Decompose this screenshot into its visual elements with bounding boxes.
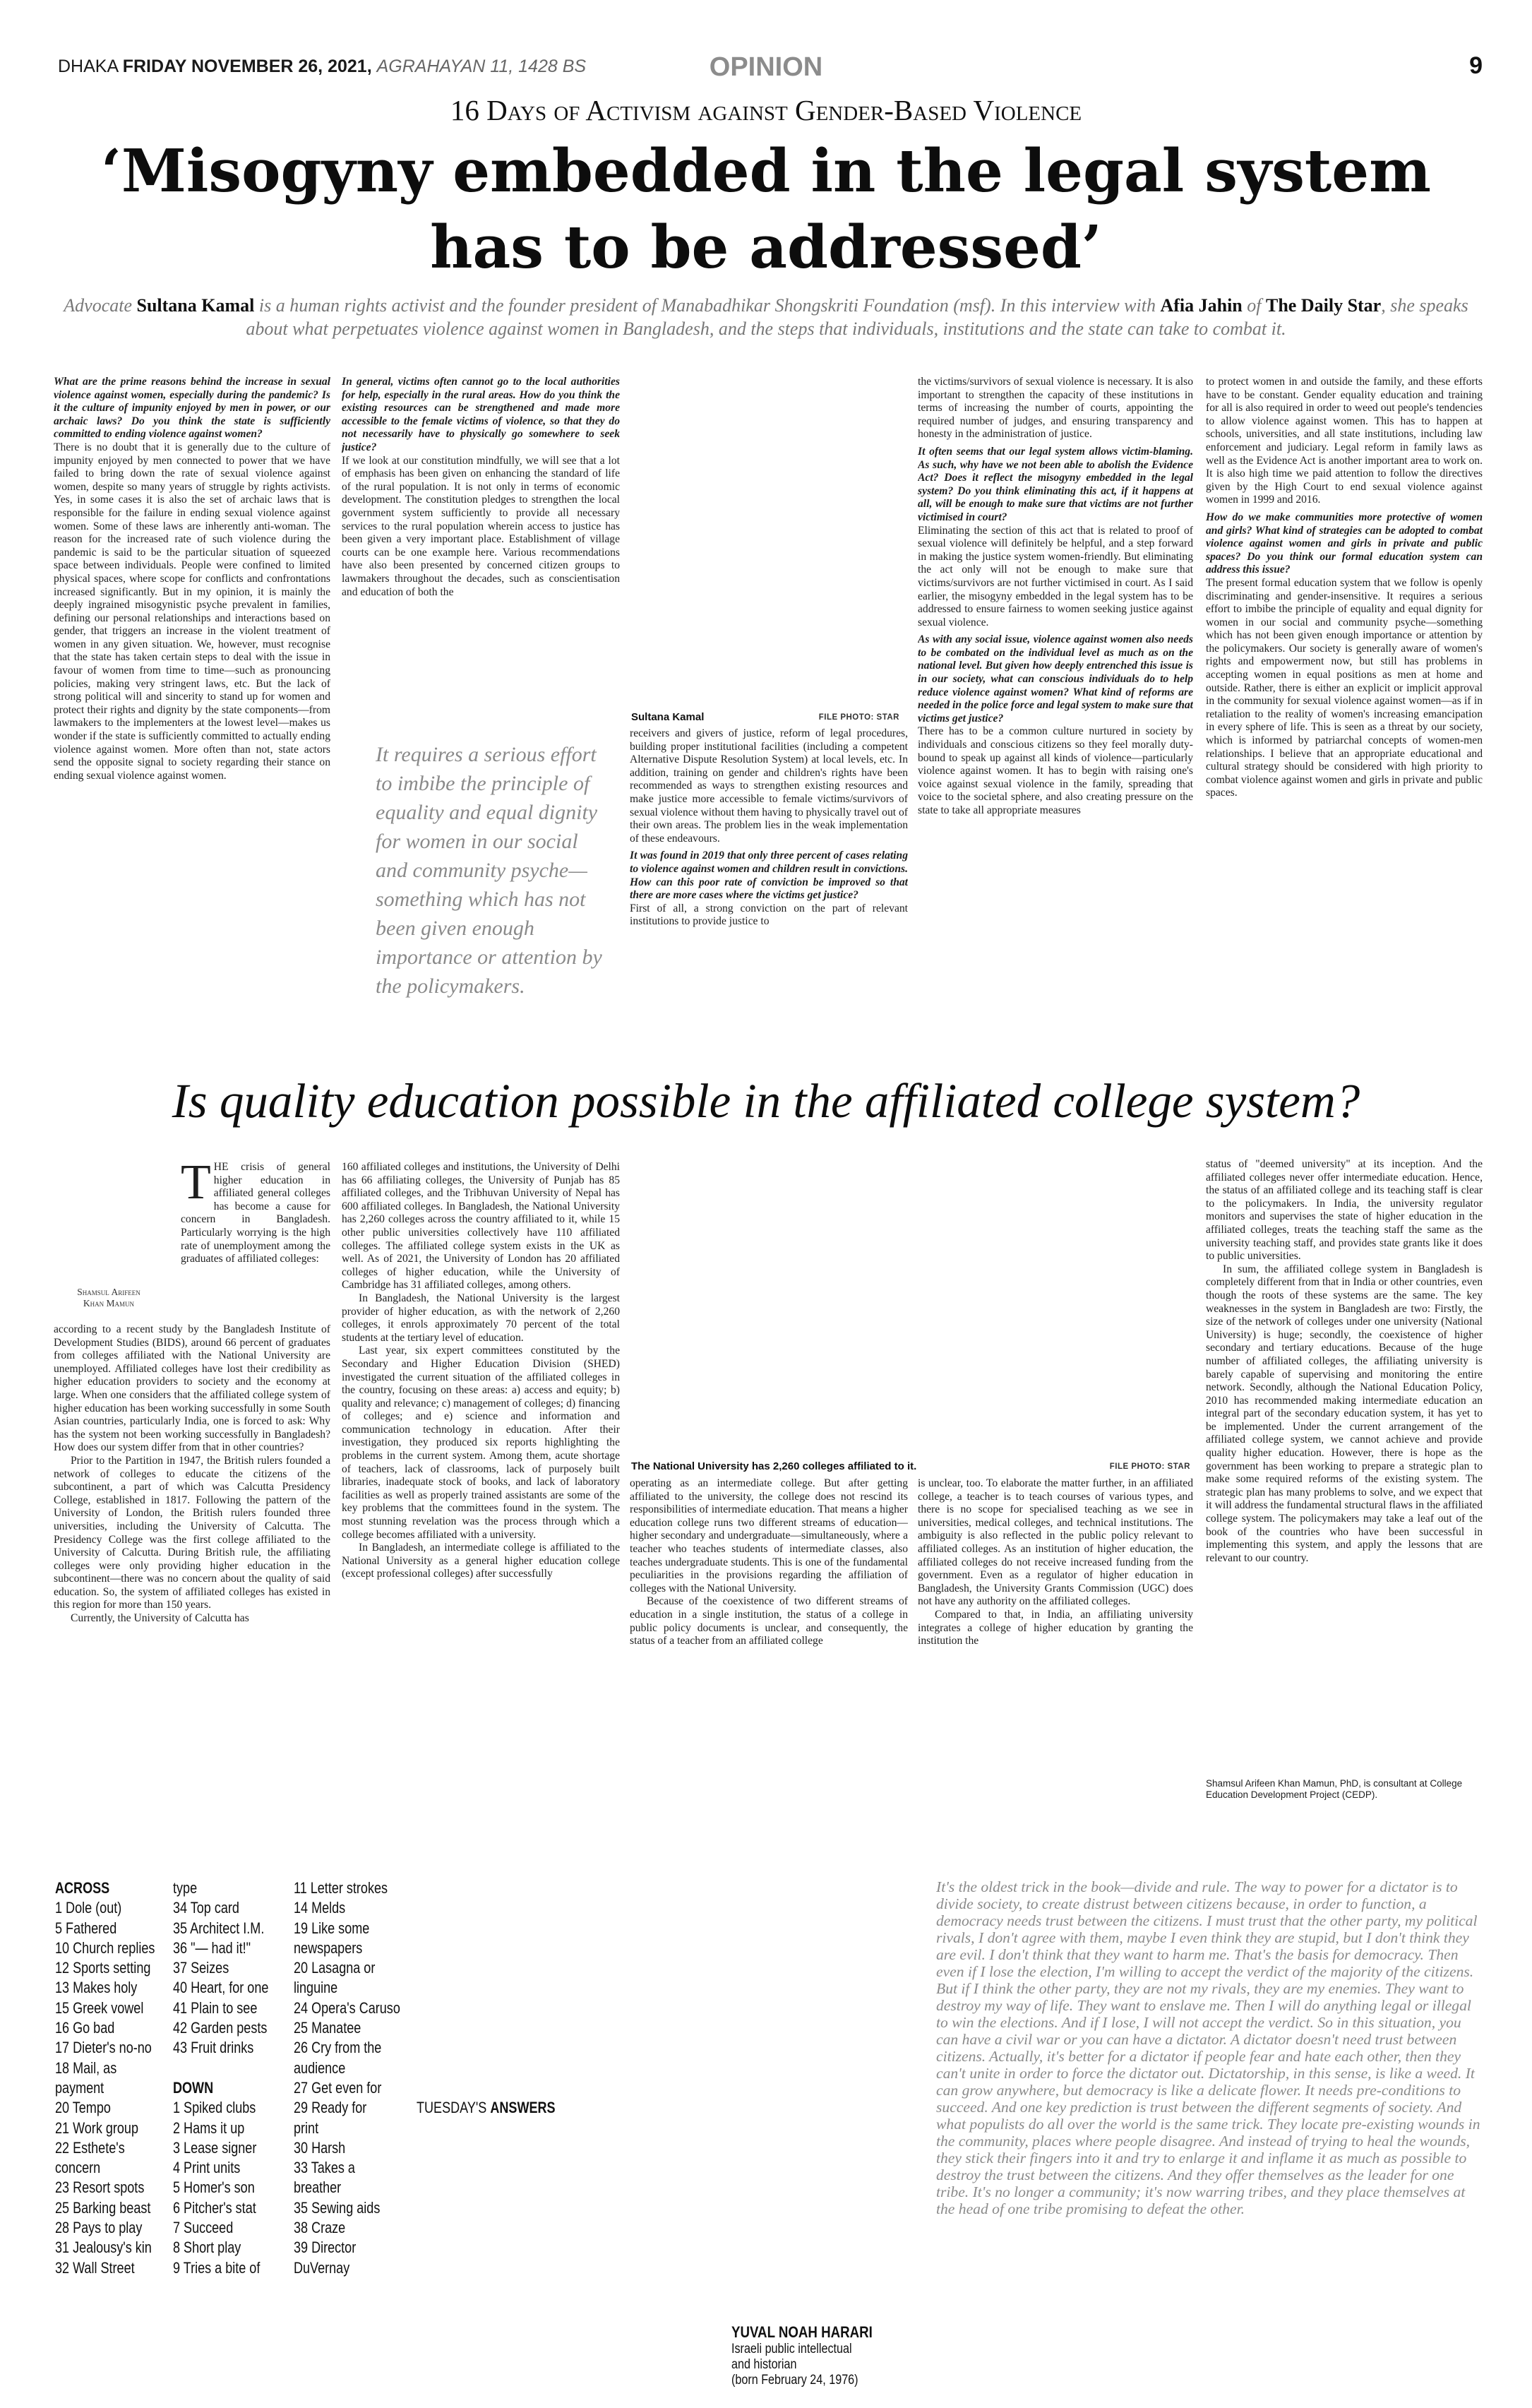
interview-question: What are the prime reasons behind the increase in sexual violence against women, especially during the pandemic? Is it the culture of impunity enjoyed by men in power, or our archaic laws? Do you think the state is sufficiently committed to ending violence against women? [54,376,330,441]
photo-credit: FILE PHOTO: STAR [818,713,899,722]
dateline-bangla: AGRAHAYAN 11, 1428 BS [376,56,587,76]
clue: 35 Sewing aids [294,2198,381,2217]
interview-answer: receivers and givers of justice, reform of legal procedures, building proper institutional facilities (including a competent Alternative Dispute Resolution System) at local levels, etc. In addition, training on gender and children's rights have been recommended as ways to strengthen existing resources and make justice more accessible to female victims/survivors of sexual violence without them having to physically travel out of their own areas. The problem lies in the weak implementation of these endeavours. [630,727,908,845]
clue: 38 Craze [294,2219,346,2237]
clue: 34 Top card [173,1899,239,1917]
clue: 17 Dieter's no-no [55,2039,152,2057]
clue: 24 Opera's Caruso [294,1998,400,2017]
clue: 23 Resort spots [55,2178,145,2197]
clue: DuVernay [294,2258,350,2277]
clue: 19 Like some [294,1919,370,1937]
clue: audience [294,2058,346,2077]
interview-question: It was found in 2019 that only three percent of cases relating to violence against women and children result in convictions. How can this poor rate of conviction be improved so that there are more cases where the victims get justice? [630,850,908,902]
quote-author-desc: Israeli public intellectual [731,2342,852,2356]
clue: type [173,1879,198,1897]
clue: 15 Greek vowel [55,1998,144,2017]
dateline [58,56,586,77]
clue: 2 Hams it up [173,2118,245,2137]
crossword-clues-col-1 [55,1878,155,2278]
clue: 5 Homer's son [173,2178,255,2197]
interview-answer: If we look at our constitution mindfully, we will see that a lot of emphasis has been given on enhancing the standard of life of the rural population. It is not only in terms of economic development. The constitution pledges to strengthen the local government system sufficiently to provide all necessary services to the rural population wherein access to justice has been given a very important place. Establishment of village courts can be one example here. Various recommendations have also been presented by concerned citizen groups to lawmakers throughout the decades, such as conscientisation and education of both the [342,454,620,598]
quote-author-name: YUVAL NOAH HARARI [731,2323,873,2341]
intro-name-afia: Afia Jahin [1160,295,1243,316]
interview-answer: to protect women in and outside the family, and these efforts have to be constant. Gender equality education and training for all is also required in order to weed out people's tendencies to allow violence against women. This has to happen at schools, universities, and all state institutions, including law enforcement and judiciary. Legal reform in family laws as well as the Evidence Act is another important area to work on. It is also high time we paid attention to follow the directives given by the High Court to end sexual violence against women in 1999 and 2016. [1206,376,1483,506]
interview-question: How do we make communities more protective of women and girls? What kind of strategies can be adopted to combat violence against women and girls in private and public spaces? Do you think our formal education system can address this issue? [1206,511,1483,576]
quote-attribution [731,2323,897,2388]
clue: 22 Esthete's [55,2138,125,2157]
article1-intro: Advocate Sultana Kamal is a human rights activist and the founder president of Manabadhikar Shongskriti Foundation (msf). In this interview with Afia Jahin of The Daily Star, she speaks about what perpetuates violence against women in Bangladesh, and the steps that individuals, institutions and the state can take to combat it. [64,295,1468,339]
article1-kicker: 16 Days of Activism against Gender-Based Violence [450,94,1082,126]
intro-name-daily-star: The Daily Star [1266,295,1382,316]
page-header [0,49,1532,81]
article1-column-2 [342,376,620,715]
clue: 13 Makes holy [55,1979,138,1997]
clue: 11 Letter strokes [294,1879,388,1897]
clue: 31 Jealousy's kin [55,2239,152,2257]
photo-caption: The National University has 2,260 colleges affiliated to it. [631,1460,917,1472]
clue: 14 Melds [294,1899,346,1917]
dateline-city: DHAKA [58,56,118,76]
article-paragraph: Last year, six expert committees constituted by the Secondary and Higher Education Division (SHED) investigated the current situation of the affiliated colleges in the country, focusing on these areas: a) access and equity; b) quality and relevance; c) management of colleges; d) financing of colleges; and e) science and information and communication technology in education. After their investigation, they produced six reports highlighting the problems in the current system. Among them, acute shortage of teachers, lack of classrooms, lack of purposely built libraries, inadequate stock of books, and lack of laboratory facilities as well as properly trained assistants are some of the key problems that the committees found in the system. The most stunning revelation was the process through which a college becomes affiliated with a university. [342,1345,620,1541]
author-note: Shamsul Arifeen Khan Mamun, PhD, is consultant at College Education Development Project (CEDP). [1206,1778,1463,1800]
article-paragraph: Compared to that, in India, an affiliating university integrates a college of higher education by granting the institution the [918,1608,1193,1647]
clue: 9 Tries a bite of [173,2258,261,2277]
clue: 16 Go bad [55,2019,115,2037]
interview-answer: Eliminating the section of this act that is related to proof of sexual violence will definitely be helpful, and a step forward in making the justice system women-friendly. But eliminating the act only will not be enough to make sure that victims/survivors are not further victimised in court. As I said earlier, the misogyny embedded in the legal system has to be addressed to ensure fairness to women seeking justice against sexual violence. [918,524,1193,628]
clue: 20 Tempo [55,2099,111,2117]
article-paragraph: Because of the coexistence of two different streams of education in a single institution, the status of a college in public policy documents is unclear, and consequently, the status of a teacher from an affiliated college [630,1595,908,1647]
article2-column-3 [630,1477,908,1815]
section-label: OPINION [709,52,823,82]
article2-column-2 [342,1161,620,1818]
headline-line-2: has to be addressed’ [430,213,1102,282]
clue: 18 Mail, as [55,2058,117,2077]
page-number: 9 [1469,52,1483,79]
article-paragraph: is unclear, too. To elaborate the matter further, in an affiliated college, a teacher is to teach courses of various types, and there is no scope for specialised teaching as we see in universities, medical colleges, and technical institutions. The ambiguity is also reflected in the public policy relevant to affiliated colleges. As an institution of higher education, the affiliated colleges do not receive increased funding from the government. Even as a regulator of higher education in Bangladesh, the University Grants Commission (UGC) does not have any authority on the affiliated colleges. [918,1477,1193,1608]
article2-column-5 [1206,1158,1483,1771]
article-paragraph: according to a recent study by the Bangladesh Institute of Development Studies (BIDS), around 66 percent of graduates from colleges affiliated with the National University are unemployed. Affiliated colleges have lost their credibility as higher education providers to society and the economy at large. When one considers that the affiliated college system of higher education has been working successfully in some South Asian countries, particularly India, one is forced to ask: Why has the system not been working successfully in Bangladesh? How does our system differ from that in other countries? [54,1323,330,1454]
byline: Shamsul Arifeen Khan Mamun [77,1287,140,1309]
clue: 7 Succeed [173,2219,234,2237]
clue: 6 Pitcher's stat [173,2198,256,2217]
across-heading: ACROSS [55,1879,110,1897]
article1-headline [0,133,1532,285]
dateline-date: FRIDAY NOVEMBER 26, 2021, [122,56,372,76]
clue: 39 Director [294,2239,357,2257]
interview-answer: the victims/survivors of sexual violence is necessary. It is also important to strengthen the capacity of these institutions in terms of increasing the number of courts, appointing the required number of judges, and ensuring transparency and honesty in the administration of justice. [918,376,1193,441]
interview-question: It often seems that our legal system allows victim-blaming. As such, why have we not been able to abolish the Evidence Act? Does it reflect the misogyny embedded in the legal system? Do you think eliminating this act, if it happens at all, will be enough to make sure that victims are not further victimised in court? [918,445,1193,523]
clue: 21 Work group [55,2118,139,2137]
down-heading: DOWN [173,2078,214,2097]
clue: 41 Plain to see [173,1998,258,2017]
clue: 10 Church replies [55,1938,155,1957]
clue: 8 Short play [173,2239,241,2257]
clue: 43 Fruit drinks [173,2039,254,2057]
crossword-grid [565,1864,861,2140]
clue: 37 Seizes [173,1959,229,1977]
drop-cap: T [181,1161,211,1210]
clue: 36 "— had it!" [173,1938,251,1957]
quote-text: It's the oldest trick in the book—divide and rule. The way to power for a dictator is to divide society, to create distrust between citizens because, in order to function, a democracy needs trust between the citizens. I must trust that the other party, my political rivals, I don't agree with them, maybe I even think they are stupid, but I don't think they are evil. I don't think that they want to harm me. That's the basis for democracy. Then even if I lose the election, I'm willing to accept the verdict of the majority of the citizens. But if I think the other party, they are not my rivals, they are my enemies. They want to destroy my way of life. They want to enslave me. Then I will do anything legal or illegal to win the elections. And if I lose, I will not accept the verdict. So in this situation, you can have a civil war or you can have a dictator. A dictator doesn't need trust between citizens. Actually, it's better for a dictator if people fear and hate each other, then they can't unite in order to force the dictator out. Dictatorship, in this sense, is like a weed. It can grow anywhere, but democracy is like a delicate flower. It needs pre-conditions to succeed. And one key prediction is trust between the different segments of society. And what populists do all over the world is the same trick. They locate pre-existing wounds in the community, places where people disagree. And instead of trying to heal the wounds, they stick their fingers into it and try to enlarge it and inflame it as much as possible to destroy the trust between the citizens. And they offer themselves as the leader for one tribe. It's no longer a community; it's now warring tribes, and they place themselves at the head of one tribe promising to defeat the other. [936,1878,1480,2217]
crossword-clues-col-2 [173,1878,268,2278]
clue: 20 Lasagna or [294,1959,376,1977]
article-paragraph: In Bangladesh, the National University is the largest provider of higher education, as with the network of 2,260 colleges, it enrols approximately 70 percent of the total students at the tertiary level of education. [342,1292,620,1344]
article-paragraph: Prior to the Partition in 1947, the British rulers founded a network of colleges to educate the citizens of the subcontinent, a part of which was Calcutta Presidency College, established in 1817. Following the pattern of the University of London, the British rulers founded three universities, including the University of Calcutta. The Presidency College was the first college affiliated to the University of Calcutta. During British rule, the affiliating colleges were only providing higher education in the subcontinent—there was no concern about the quality of said education. So, the system of affiliated colleges has existed in this region for more than 150 years. [54,1454,330,1611]
crossword-answers-label: TUESDAY'S ANSWERS [417,2099,556,2116]
clue: 1 Spiked clubs [173,2099,256,2117]
clue: 33 Takes a [294,2159,355,2177]
clue: 5 Fathered [55,1919,117,1937]
article-paragraph: operating as an intermediate college. But after getting affiliated to the university, the college does not rescind its responsibilities of intermediate education. That means a higher education college runs two different streams of education—higher secondary and undergraduate—simultaneously, where a teacher who teaches students of intermediate classes, also teaches undergraduate students. This is one of the fundamental peculiarities in the provisions regarding the affiliation of colleges with the National University. [630,1477,908,1595]
headline-line-1: ‘Misogyny embedded in the legal system [101,136,1431,205]
clue: 29 Ready for [294,2099,367,2117]
article-paragraph: status of "deemed university" at its inception. And the affiliated colleges never offer intermediate education. Hence, the status of an affiliated college and its teaching staff is clear to the policymakers. In India, the university regulator monitors and supervises the state of higher education in the affiliated colleges, treats the teaching staff the same as the university teaching staff, and provides state grants like it does to public universities. [1206,1158,1483,1263]
article2-column-1 [54,1161,330,1818]
article2-column-4 [918,1477,1193,1815]
article1-column-3 [630,727,908,1059]
quote-author-desc: (born February 24, 1976) [731,2373,858,2388]
clue: 25 Barking beast [55,2198,151,2217]
clue: linguine [294,1979,338,1997]
crossword-clues-col-3 [294,1878,400,2278]
article-paragraph: In Bangladesh, an intermediate college is affiliated to the National University as a general higher education college (except professional colleges) after successfully [342,1542,620,1580]
article-paragraph: 160 affiliated colleges and institutions, the University of Delhi has 66 affiliating colleges, the University of Punjab has 85 affiliated colleges, and the Tribhuvan University of Nepal has 600 affiliated colleges. In Bangladesh, the National University has 2,260 colleges across the country affiliated to it, while 15 other public universities collectively have 110 affiliated colleges. The affiliated college system exists in the UK as well. As of 2021, the University of London has 20 affiliated colleges of higher education, while the University of Cambridge has 31 affiliated colleges, among others. [342,1161,620,1292]
article1-column-4 [918,376,1193,1059]
clue: 26 Cry from the [294,2039,382,2057]
interview-answer: There has to be a common culture nurtured in society by individuals and conscious citizens so they feel morally duty-bound to speak up against all kinds of violence—particularly violence against women. It has to begin with raising one's voice against sexual violence in the family, spreading that voice to the societal sphere, and also creating pressure on the state to take all appropriate measures [918,725,1193,816]
clue: 32 Wall Street [55,2258,135,2277]
clue: 28 Pays to play [55,2219,143,2237]
quote-author-desc: and historian [731,2357,797,2372]
article-paragraph: Currently, the University of Calcutta has [71,1612,249,1625]
article-paragraph: In sum, the affiliated college system in Bangladesh is completely different from that in India or other countries, even though the roots of these systems are the same. The key weaknesses in the system in Bangladesh are two: Firstly, the size of the network of colleges under one university (National University) is huge; secondly, the coexistence of higher secondary and tertiary educations. Because of the huge number of affiliated colleges, the affiliating university is barely capable of supervising and monitoring the entire network. Secondly, although the National Education Policy, 2010 has recommended making intermediate education an integral part of the secondary education system, it has yet to be implemented. Under the current arrangement of the affiliated college system, we cannot achieve and provide quality higher education. However, there is hope as the government has been working to prepare a strategic plan to make some required reforms of the existing system. The strategic plan has many problems to solve, and we expect that it will address the fundamental structural flaws in the affiliated college system. The policymakers may take a leaf out of the book of the countries who have been successful in implementing this system, and apply the lessons that are relevant to our country. [1206,1263,1483,1564]
interview-answer: First of all, a strong conviction on the part of relevant institutions to provide justice to [630,902,908,928]
clue: 4 Print units [173,2159,241,2177]
article-lead: HE crisis of general higher education in affiliated general colleges has become a cause for concern in Bangladesh. Particularly worrying is the high rate of unemployment among the graduates of affiliated colleges: [181,1161,330,1265]
clue: 1 Dole (out) [55,1899,122,1917]
clue: breather [294,2178,342,2197]
interview-question: As with any social issue, violence against women also needs to be combated on the individual level as much as on the national level. But given how deeply entrenched this issue is in our society, what can conscious individuals do to help reduce violence against women? What kind of reforms are needed in the police force and legal system to make sure that victims get justice? [918,633,1193,725]
article1-column-5 [1206,376,1483,1059]
clue: 30 Harsh [294,2138,346,2157]
clue: 40 Heart, for one [173,1979,269,1997]
clue: 27 Get even for [294,2078,382,2097]
article1-column-1 [54,376,330,1056]
clue: concern [55,2159,101,2177]
interview-answer: There is no doubt that it is generally due to the culture of impunity enjoyed by men connected to power that we have failed to bring down the rate of sexual violence against women, despite so many years of struggle by rights activists. Yes, in some cases it is also the set of archaic laws that is responsible for the failure in ending sexual violence against women. Some of these laws are inherently anti-woman. The reason for the increased rate of such violence during the pandemic is said to be the particular situation of squeezed space between individuals. People were confined to limited physical spaces, where scope for conflicts and confrontations increased significantly. But in my opinion, it is mainly the deeply ingrained misogynistic psyche prevalent in families, defining our personal relationships and interactions based on gender, that triggers an increase in the violent treatment of women in any given situation. We, however, must recognise that the state has taken certain steps to deal with the issue in favour of women from time to time—such as pronouncing policies, making very stringent laws, etc. But the lack of strong political will and sincerity to stand up for women and protect their rights and dignity by the state components—from lawmakers to the implementers at the lowest level—makes us wonder if the state is sufficiently committed to actually ending violence against women. More often than not, state actors send the opposite signal to society regarding their stance on ending sexual violence against women. [54,441,330,782]
photo-caption: Sultana Kamal [631,711,705,723]
clue: 3 Lease signer [173,2138,257,2157]
national-university-photo [630,1158,1193,1458]
clue: 25 Manatee [294,2019,361,2037]
clue: payment [55,2078,104,2097]
clue: 12 Sports setting [55,1959,151,1977]
photo-credit: FILE PHOTO: STAR [1109,1462,1190,1471]
pull-quote: It requires a serious effort to imbibe the principle of equality and equal dignity for women in our social and community psyche—something which has not been given enough importance or attention by the policymakers. [376,743,602,998]
article2-headline: Is quality education possible in the affiliated college system? [172,1074,1360,1128]
clue: print [294,2118,319,2137]
clue: newspapers [294,1938,363,1957]
interview-question: In general, victims often cannot go to the local authorities for help, especially in the rural areas. How do you think the existing resources can be strengthened and made more accessible to the female victims of violence, so that they do not necessarily have to physically go somewhere to seek justice? [342,376,620,453]
intro-name-sultana: Sultana Kamal [136,295,255,316]
clue: 42 Garden pests [173,2019,268,2037]
clue: 35 Architect I.M. [173,1919,265,1937]
interview-answer: The present formal education system that we follow is openly discriminating and gender-insensitive. It requires a serious effort to imbibe the principle of equality and equal dignity for women in our social and community psyche—something which has not been given enough importance or attention by the policymakers. Our society is generally aware of women's rights and empowerment now, but still has problems in accepting women in equal positions as men at home and outside. Rather, there is either an explicit or implicit approval in the community for sexual violence against women—as if in retaliation to the reality of women's increasing emancipation in every sphere of life. This is seen as a threat by our society, which is informed by patriarchal concepts of women-men relationships. I believe that an appropriate educational and cultural strategy should be considered with high priority to combat violence against women and girls in private and public spaces. [1206,576,1483,799]
